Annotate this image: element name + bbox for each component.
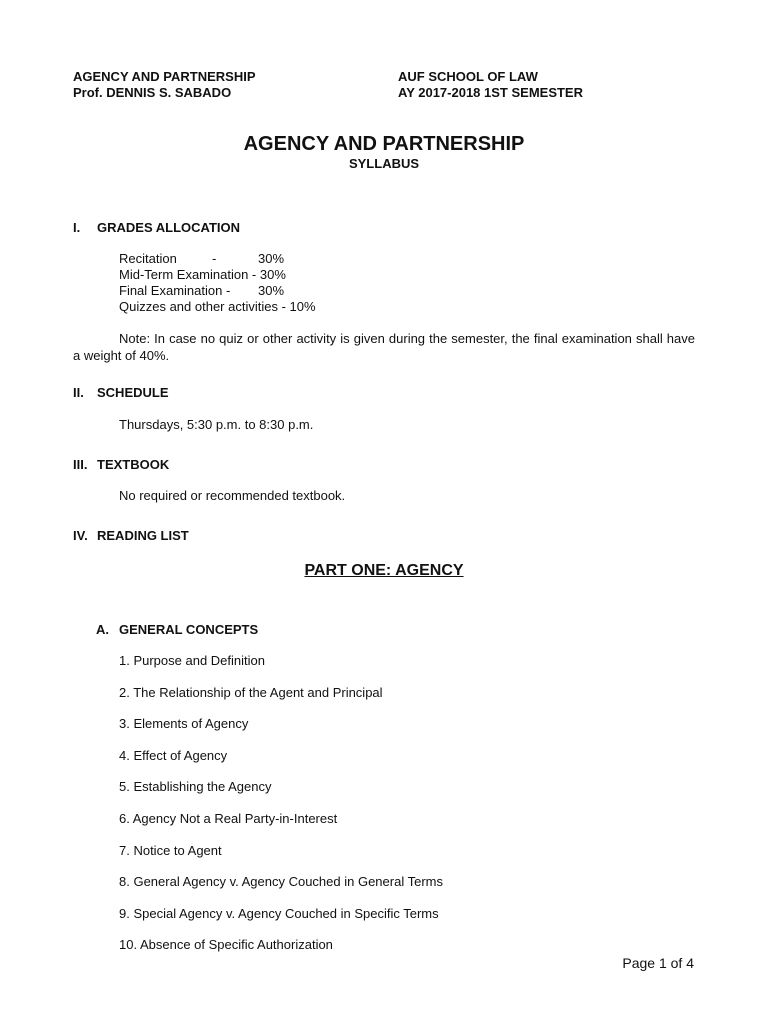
list-item: 1. Purpose and Definition: [119, 653, 265, 668]
list-item: 6. Agency Not a Real Party-in-Interest: [119, 810, 338, 826]
grade-item-recitation: [119, 251, 316, 267]
document-subtitle: SYLLABUS: [348, 156, 420, 171]
subsection-heading-general-concepts: [96, 622, 258, 637]
list-item: 7. Notice to Agent: [119, 842, 222, 858]
part-one-title: PART ONE: AGENCY: [304, 562, 464, 579]
grade-label: Quizzes and other activities - 10%: [119, 299, 316, 314]
grade-item-quizzes: [119, 299, 316, 315]
section-title: READING LIST: [97, 528, 189, 543]
section-heading-grades: [73, 220, 240, 235]
section-title: TEXTBOOK: [97, 457, 170, 472]
general-concepts-list: [119, 653, 443, 969]
list-item: 5. Establishing the Agency: [119, 779, 272, 795]
section-title: GRADES ALLOCATION: [97, 220, 240, 235]
header-professor: Prof. DENNIS S. SABADO: [73, 85, 232, 100]
textbook-text: No required or recommended textbook.: [119, 488, 346, 503]
grade-value: 30%: [258, 283, 285, 298]
header-school: AUF SCHOOL OF LAW: [398, 69, 538, 84]
list-item: 10. Absence of Specific Authorization: [119, 937, 333, 953]
grade-label: Mid-Term Examination - 30%: [119, 267, 286, 282]
grades-note: Note: In case no quiz or other activity is given during the semester, the final examination shall have a weight of 40%.: [73, 331, 695, 363]
grades-allocation-list: [119, 251, 316, 315]
list-item: 2. The Relationship of the Agent and Principal: [119, 684, 383, 700]
grade-separator: -: [212, 251, 217, 266]
grade-item-final: [119, 283, 316, 299]
section-title: SCHEDULE: [97, 385, 169, 400]
header-course-title: AGENCY AND PARTNERSHIP: [73, 69, 256, 84]
section-heading-schedule: [73, 385, 169, 400]
section-number: IV.: [73, 528, 88, 543]
grade-label: Final Examination -: [119, 283, 231, 298]
subsection-letter: A.: [96, 622, 109, 637]
grade-value: 30%: [258, 251, 285, 266]
list-item: 4. Effect of Agency: [119, 747, 228, 763]
list-item: 3. Elements of Agency: [119, 716, 249, 732]
section-heading-reading-list: [73, 528, 189, 543]
schedule-text: Thursdays, 5:30 p.m. to 8:30 p.m.: [119, 417, 314, 432]
list-item: 8. General Agency v. Agency Couched in General Terms: [119, 874, 443, 890]
grade-label: Recitation: [119, 251, 177, 266]
list-item: 9. Special Agency v. Agency Couched in Specific Terms: [119, 905, 439, 921]
section-number: II.: [73, 385, 84, 400]
grade-item-midterm: [119, 267, 316, 283]
section-number: III.: [73, 457, 88, 472]
section-number: I.: [73, 220, 81, 235]
document-title: AGENCY AND PARTNERSHIP: [243, 133, 525, 155]
subsection-title: GENERAL CONCEPTS: [119, 622, 259, 637]
section-heading-textbook: [73, 457, 169, 472]
header-academic-year: AY 2017-2018 1ST SEMESTER: [398, 85, 583, 100]
page-number: Page 1 of 4: [622, 955, 694, 971]
